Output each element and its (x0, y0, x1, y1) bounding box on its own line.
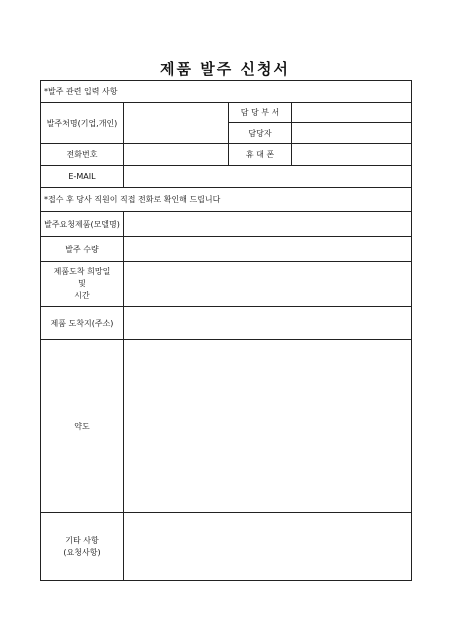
orderer-label: 발주처명(기업,개인) (41, 103, 124, 144)
orderer-field[interactable] (124, 103, 229, 144)
map-field[interactable] (124, 340, 412, 513)
destination-field[interactable] (124, 307, 412, 340)
phone-row (41, 144, 412, 166)
quantity-field[interactable] (124, 237, 412, 262)
orderer-row (41, 103, 412, 123)
email-field[interactable] (124, 166, 412, 188)
quantity-row (41, 237, 412, 262)
dept-label: 담 당 부 서 (229, 103, 292, 123)
form-title: 제품 발주 신청서 (160, 60, 290, 78)
manager-field[interactable] (292, 123, 412, 144)
other-label (41, 513, 124, 581)
email-label: E-MAIL (41, 166, 124, 188)
order-info-section-header: *발주 관련 입력 사항 (41, 81, 412, 103)
destination-label: 제품 도착지(주소) (41, 307, 124, 340)
destination-row (41, 307, 412, 340)
delivery-time-label-line2: 및 (78, 279, 86, 288)
delivery-time-label-line3: 시간 (74, 291, 90, 300)
other-row (41, 513, 412, 581)
map-label: 약도 (41, 340, 124, 513)
product-row (41, 212, 412, 237)
other-label-line1: 기타 사항 (65, 535, 99, 545)
order-form-table (40, 80, 412, 581)
product-field[interactable] (124, 212, 412, 237)
manager-label: 담당자 (229, 123, 292, 144)
notice-section-header: *접수 후 당사 직원이 직접 전화로 확인해 드립니다 (41, 188, 412, 212)
order-info-section-row (41, 81, 412, 103)
delivery-time-row (41, 262, 412, 307)
other-label-line2: (요청사항) (63, 547, 101, 557)
email-row (41, 166, 412, 188)
delivery-time-label (41, 262, 124, 307)
product-label: 발주요청제품(모델명) (41, 212, 124, 237)
phone-field[interactable] (124, 144, 229, 166)
quantity-label: 발주 수량 (41, 237, 124, 262)
delivery-time-label-line1: 제품도착 희망일 (53, 267, 111, 276)
map-row (41, 340, 412, 513)
delivery-time-field[interactable] (124, 262, 412, 307)
phone-label: 전화번호 (41, 144, 124, 166)
dept-field[interactable] (292, 103, 412, 123)
mobile-label: 휴 대 폰 (229, 144, 292, 166)
other-field[interactable] (124, 513, 412, 581)
notice-section-row (41, 188, 412, 212)
mobile-field[interactable] (292, 144, 412, 166)
